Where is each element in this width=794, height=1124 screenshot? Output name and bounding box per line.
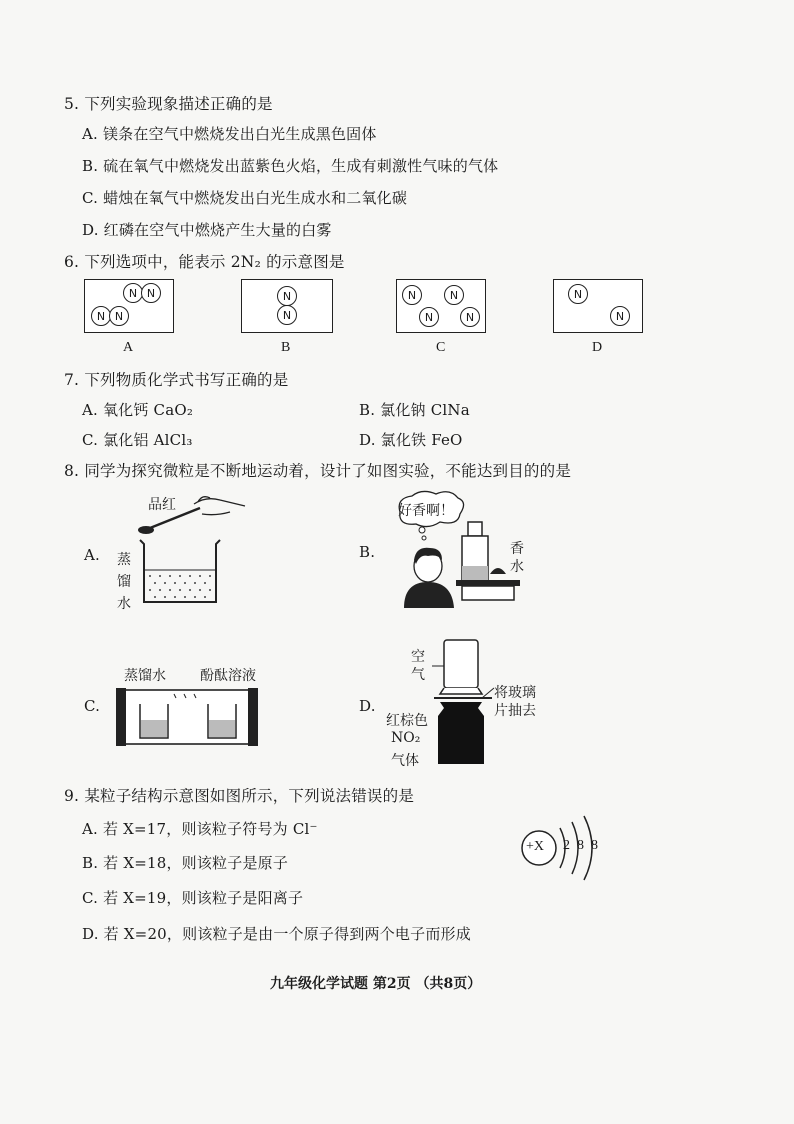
water-label-2: 馏 xyxy=(117,574,131,590)
nucleus-charge: +X xyxy=(526,839,545,854)
caption-d: D xyxy=(592,340,603,355)
n-atom: N xyxy=(419,307,439,327)
q9-option-b: B. 若 X=18，则该粒子是原子 xyxy=(82,854,289,872)
q5-option-b: B. 硫在氧气中燃烧发出蓝紫色火焰，生成有刺激性气味的气体 xyxy=(82,157,499,175)
distilled-water-label: 蒸馏水 xyxy=(124,668,166,684)
n-atom: N xyxy=(91,306,111,326)
shell-1-electrons: 2 xyxy=(563,838,570,853)
remove-glass-label-1: 将玻璃 xyxy=(494,685,536,701)
diagram-a xyxy=(84,279,174,333)
water-label-1: 蒸 xyxy=(117,552,131,568)
caption-c: C xyxy=(436,340,446,355)
q5-stem: 5. 下列实验现象描述正确的是 xyxy=(64,95,273,113)
n-atom: N xyxy=(141,283,161,303)
remove-glass-label-2: 片抽去 xyxy=(494,703,536,719)
diagram-c xyxy=(396,279,486,333)
caption-b: B xyxy=(281,340,291,355)
diagram-d xyxy=(553,279,643,333)
gas-label-1: 红棕色 xyxy=(386,713,428,729)
n-atom: N xyxy=(568,284,588,304)
n-atom: N xyxy=(402,285,422,305)
gas-label-3: 气体 xyxy=(391,753,419,769)
dye-label: 品红 xyxy=(148,497,176,513)
q5-option-d: D. 红磷在空气中燃烧产生大量的白雾 xyxy=(82,221,332,239)
caption-a: A xyxy=(123,340,134,355)
q8-letter-b: B. xyxy=(359,543,376,561)
n-atom: N xyxy=(444,285,464,305)
q7-stem: 7. 下列物质化学式书写正确的是 xyxy=(64,371,289,389)
q9-stem: 9. 某粒子结构示意图如图所示，下列说法错误的是 xyxy=(64,787,415,805)
q8-letter-d: D. xyxy=(359,697,376,715)
n-atom: N xyxy=(610,306,630,326)
perfume-label-2: 水 xyxy=(510,559,524,575)
q8-stem: 8. 同学为探究微粒是不断地运动着，设计了如图实验，不能达到目的的是 xyxy=(64,462,572,480)
beaker-a-figure xyxy=(130,486,250,611)
q7-option-c: C. 氯化铝 AlCl₃ xyxy=(82,431,193,449)
water-label-3: 水 xyxy=(117,596,131,612)
n-atom: N xyxy=(277,305,297,325)
air-label-2: 气 xyxy=(411,667,425,683)
q6-stem: 6. 下列选项中，能表示 2N₂ 的示意图是 xyxy=(64,253,345,271)
page-footer: 九年级化学试题 第2页 （共8页） xyxy=(270,976,482,992)
phenolphthalein-label: 酚酞溶液 xyxy=(200,668,256,684)
shell-2-electrons: 8 xyxy=(577,838,584,853)
gas-jars-d-figure xyxy=(432,636,502,766)
q9-option-d: D. 若 X=20，则该粒子是由一个原子得到两个电子而形成 xyxy=(82,925,471,943)
shell-3-electrons: 8 xyxy=(591,838,598,853)
thought-bubble-text: 好香啊！ xyxy=(398,503,454,519)
perfume-label-1: 香 xyxy=(510,541,524,557)
q9-option-c: C. 若 X=19，则该粒子是阳离子 xyxy=(82,889,304,907)
n-atom: N xyxy=(460,307,480,327)
diagram-b xyxy=(241,279,333,333)
n-atom: N xyxy=(123,283,143,303)
q5-option-c: C. 蜡烛在氧气中燃烧发出白光生成水和二氧化碳 xyxy=(82,189,408,207)
bell-jar-c-figure xyxy=(114,686,260,748)
q7-option-a: A. 氧化钙 CaO₂ xyxy=(82,401,194,419)
gas-label-2: NO₂ xyxy=(391,730,421,746)
q7-option-d: D. 氯化铁 FeO xyxy=(359,431,463,449)
q7-option-b: B. 氯化钠 ClNa xyxy=(359,401,470,419)
q8-letter-c: C. xyxy=(84,697,101,715)
air-label-1: 空 xyxy=(411,649,425,665)
n-atom: N xyxy=(109,306,129,326)
n-atom: N xyxy=(277,286,297,306)
q9-option-a: A. 若 X=17，则该粒子符号为 Cl⁻ xyxy=(82,820,318,838)
q8-letter-a: A. xyxy=(84,546,101,564)
q5-option-a: A. 镁条在空气中燃烧发出白光生成黑色固体 xyxy=(82,125,377,143)
